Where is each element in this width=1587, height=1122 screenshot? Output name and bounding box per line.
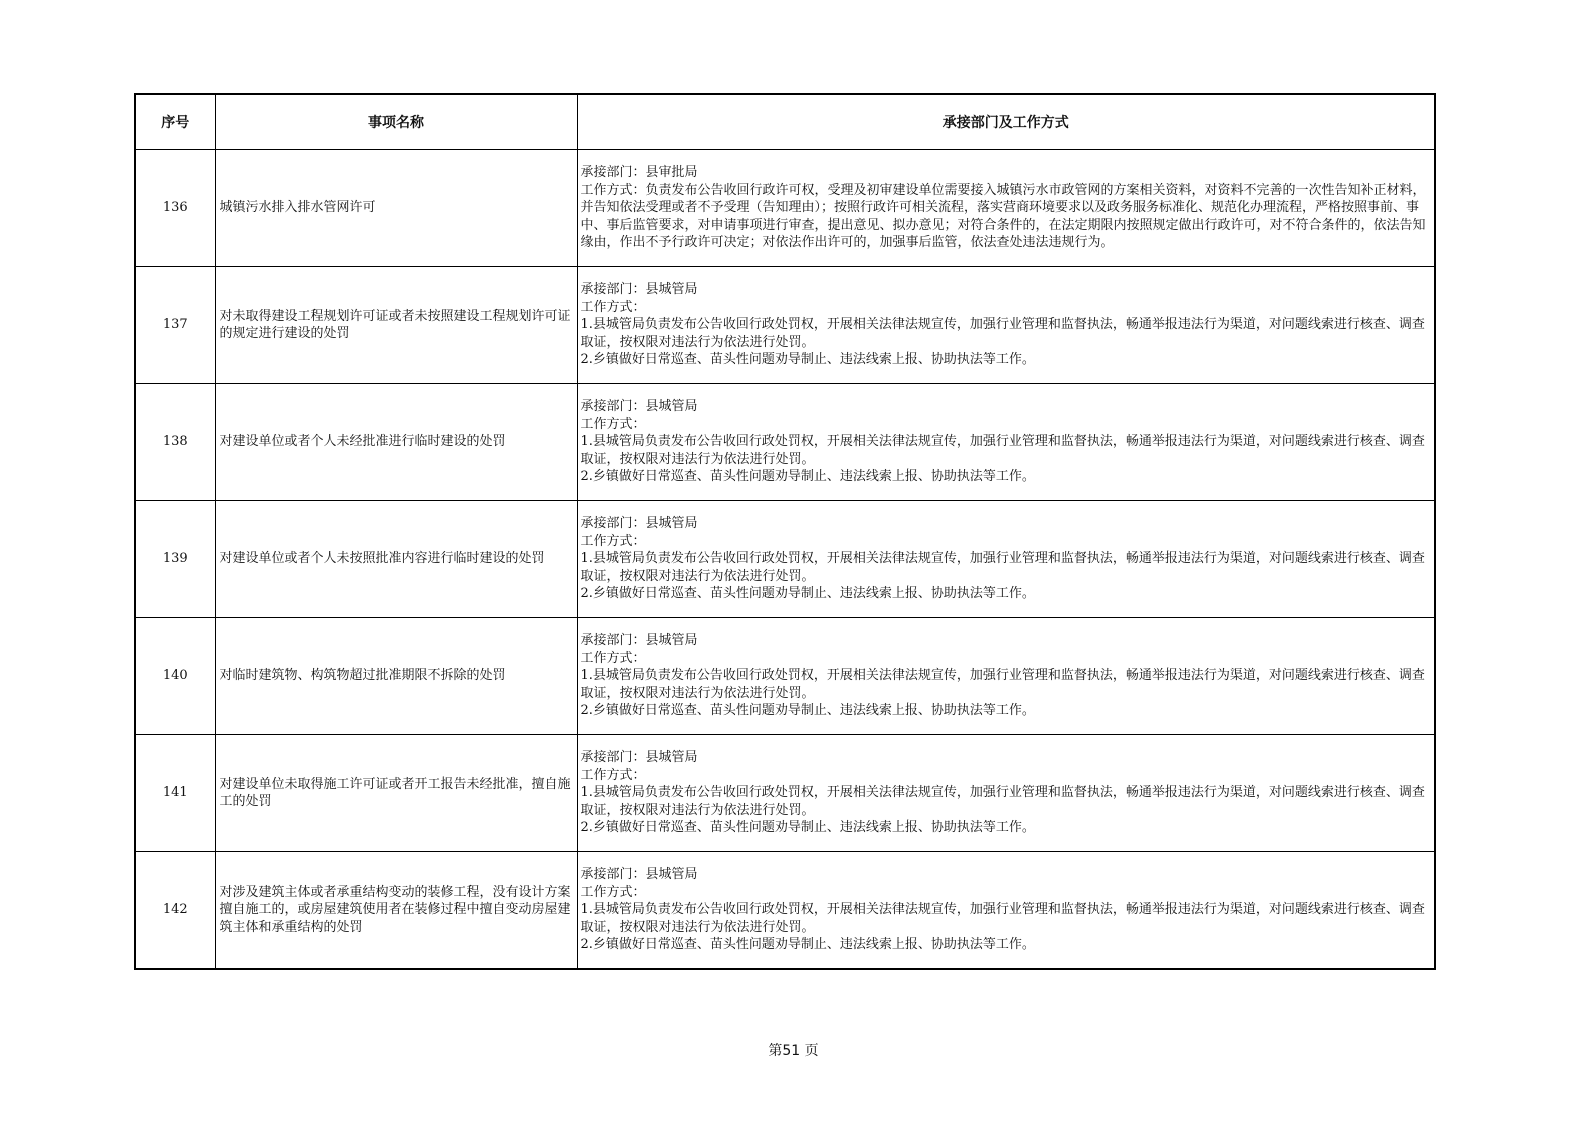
row-method-cell <box>577 267 1435 384</box>
row-dept: 承接部门：县城管局 <box>580 633 698 649</box>
row-method-label: 工作方式： <box>580 650 646 666</box>
items-table <box>134 93 1436 970</box>
row-dept: 承接部门：县城管局 <box>580 282 698 298</box>
row-method-cell <box>577 852 1435 970</box>
row-item-name: 对未取得建设工程规划许可证或者未按照建设工程规划许可证的规定进行建设的处罚 <box>215 267 577 384</box>
row-step-1: 1.县城管局负责发布公告收回行政处罚权，开展相关法律法规宣传，加强行业管理和监督执法，畅通举报违法行为渠道，对问题线索进行核查、调查取证，按权限对违法行为依法进行处罚。 <box>580 785 1425 818</box>
row-dept: 承接部门：县城管局 <box>580 867 698 883</box>
row-item-name: 城镇污水排入排水管网许可 <box>215 150 577 267</box>
row-seq: 138 <box>135 384 215 501</box>
row-step-2: 2.乡镇做好日常巡查、苗头性问题劝导制止、违法线索上报、协助执法等工作。 <box>580 469 1035 485</box>
row-method-cell <box>577 735 1435 852</box>
row-dept: 承接部门：县城管局 <box>580 750 698 766</box>
row-method-label: 工作方式： <box>580 533 646 549</box>
row-method-cell <box>577 618 1435 735</box>
row-step-2: 2.乡镇做好日常巡查、苗头性问题劝导制止、违法线索上报、协助执法等工作。 <box>580 937 1035 953</box>
row-step-1: 1.县城管局负责发布公告收回行政处罚权，开展相关法律法规宣传，加强行业管理和监督执法，畅通举报违法行为渠道，对问题线索进行核查、调查取证，按权限对违法行为依法进行处罚。 <box>580 668 1425 701</box>
row-item-name: 对建设单位或者个人未经批准进行临时建设的处罚 <box>215 384 577 501</box>
table-row <box>135 735 1435 852</box>
row-step-1: 1.县城管局负责发布公告收回行政处罚权，开展相关法律法规宣传，加强行业管理和监督执法，畅通举报违法行为渠道，对问题线索进行核查、调查取证，按权限对违法行为依法进行处罚。 <box>580 434 1425 467</box>
header-method: 承接部门及工作方式 <box>577 94 1435 150</box>
row-seq: 137 <box>135 267 215 384</box>
table-row <box>135 150 1435 267</box>
header-name: 事项名称 <box>215 94 577 150</box>
row-seq: 136 <box>135 150 215 267</box>
row-item-name: 对建设单位或者个人未按照批准内容进行临时建设的处罚 <box>215 501 577 618</box>
row-step-2: 2.乡镇做好日常巡查、苗头性问题劝导制止、违法线索上报、协助执法等工作。 <box>580 820 1035 836</box>
row-dept: 承接部门：县城管局 <box>580 399 698 415</box>
table-row <box>135 618 1435 735</box>
header-row <box>135 94 1435 150</box>
row-dept: 承接部门：县城管局 <box>580 516 698 532</box>
row-method-label: 工作方式：负责发布公告收回行政许可权，受理及初审建设单位需要接入城镇污水市政管网的方案相关资料，对资料不完善的一次性告知补正材料，并告知依法受理或者不予受理（告知理由）；按照行政许可相关流程，落实营商环境要求以及政务服务标准化、规范化办理流程，严格按照事前、事中、事后监管要求，对申请事项进行审查，提出意见、拟办意见；对符合条件的，在法定期限内按照规定做出行政许可，对不符合条件的，依法告知缘由，作出不予行政许可决定；对依法作出许可的，加强事后监管，依法查处违法违规行为。 <box>580 182 1426 251</box>
row-method-cell <box>577 150 1435 267</box>
row-method-label: 工作方式： <box>580 884 646 900</box>
row-step-2: 2.乡镇做好日常巡查、苗头性问题劝导制止、违法线索上报、协助执法等工作。 <box>580 586 1035 602</box>
row-step-1: 1.县城管局负责发布公告收回行政处罚权，开展相关法律法规宣传，加强行业管理和监督执法，畅通举报违法行为渠道，对问题线索进行核查、调查取证，按权限对违法行为依法进行处罚。 <box>580 902 1425 935</box>
row-seq: 141 <box>135 735 215 852</box>
row-method-label: 工作方式： <box>580 416 646 432</box>
table-row <box>135 267 1435 384</box>
row-method-cell <box>577 501 1435 618</box>
row-method-label: 工作方式： <box>580 299 646 315</box>
row-step-2: 2.乡镇做好日常巡查、苗头性问题劝导制止、违法线索上报、协助执法等工作。 <box>580 703 1035 719</box>
table-row <box>135 852 1435 970</box>
row-step-1: 1.县城管局负责发布公告收回行政处罚权，开展相关法律法规宣传，加强行业管理和监督执法，畅通举报违法行为渠道，对问题线索进行核查、调查取证，按权限对违法行为依法进行处罚。 <box>580 317 1425 350</box>
row-method-cell <box>577 384 1435 501</box>
row-item-name: 对建设单位未取得施工许可证或者开工报告未经批准，擅自施工的处罚 <box>215 735 577 852</box>
row-method-label: 工作方式： <box>580 767 646 783</box>
row-item-name: 对涉及建筑主体或者承重结构变动的装修工程，没有设计方案擅自施工的，或房屋建筑使用者在装修过程中擅自变动房屋建筑主体和承重结构的处罚 <box>215 852 577 970</box>
page-number: 第51 页 <box>768 1043 819 1059</box>
row-dept: 承接部门：县审批局 <box>580 165 698 181</box>
table-row <box>135 501 1435 618</box>
row-seq: 142 <box>135 852 215 970</box>
row-item-name: 对临时建筑物、构筑物超过批准期限不拆除的处罚 <box>215 618 577 735</box>
row-seq: 139 <box>135 501 215 618</box>
table-row <box>135 384 1435 501</box>
header-seq: 序号 <box>135 94 215 150</box>
row-seq: 140 <box>135 618 215 735</box>
row-step-2: 2.乡镇做好日常巡查、苗头性问题劝导制止、违法线索上报、协助执法等工作。 <box>580 352 1035 368</box>
row-step-1: 1.县城管局负责发布公告收回行政处罚权，开展相关法律法规宣传，加强行业管理和监督执法，畅通举报违法行为渠道，对问题线索进行核查、调查取证，按权限对违法行为依法进行处罚。 <box>580 551 1425 584</box>
